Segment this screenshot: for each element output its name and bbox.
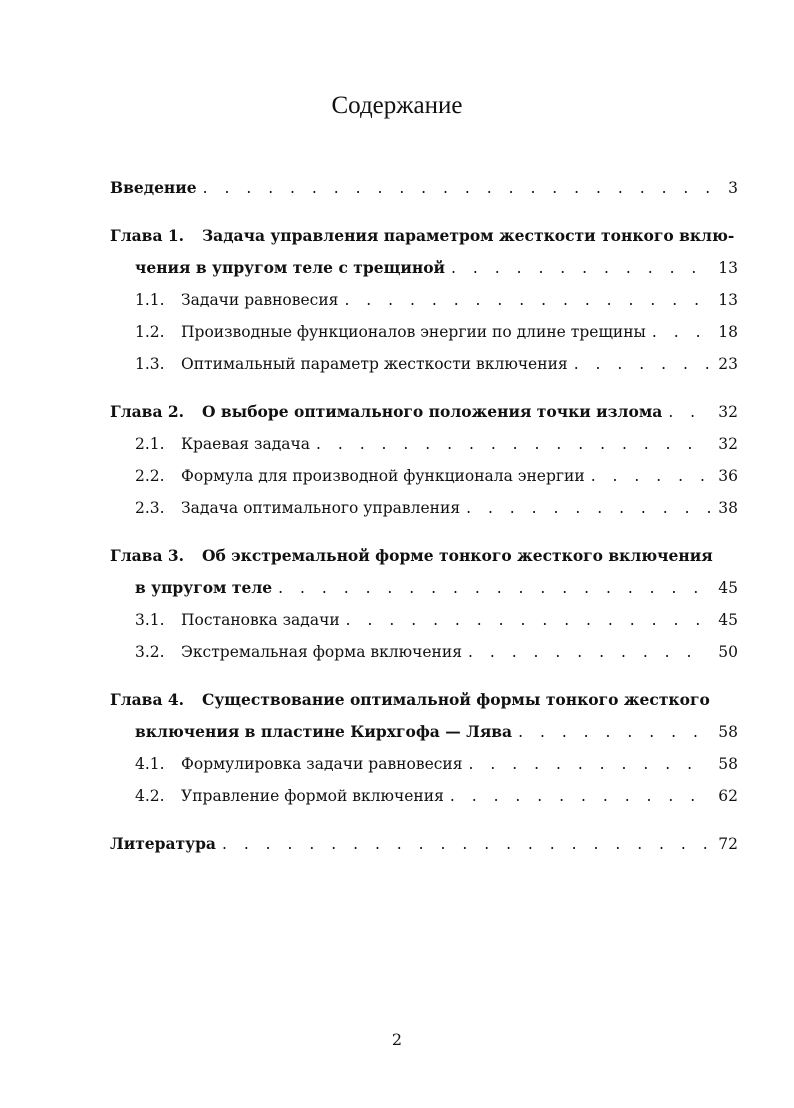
dot-leader — [468, 636, 710, 668]
toc-page-number: 72 — [718, 835, 738, 853]
section-number: 1.2. — [135, 323, 165, 341]
toc-page-number: 45 — [718, 611, 738, 629]
toc-section-4-2[interactable] — [135, 780, 738, 812]
toc-chapter-2[interactable] — [110, 396, 738, 428]
toc-chapter-4-cont[interactable] — [135, 716, 738, 748]
toc-page-number: 50 — [718, 643, 738, 661]
dot-leader — [278, 572, 710, 604]
chapter-number: Глава 2. — [110, 402, 185, 421]
dot-leader — [652, 316, 710, 348]
chapter-title: О выборе оптимального положения точки излома — [202, 402, 663, 421]
toc-page-number: 58 — [718, 755, 738, 773]
dot-leader — [344, 284, 710, 316]
section-title: Оптимальный параметр жесткости включения — [181, 355, 568, 373]
toc-page-number: 3 — [728, 179, 738, 197]
section-title: Управление формой включения — [181, 787, 444, 805]
toc-section-1-1[interactable] — [135, 284, 738, 316]
toc-chapter-1[interactable] — [110, 220, 738, 252]
toc-chapter-3-cont[interactable] — [135, 572, 738, 604]
dot-leader — [574, 348, 710, 380]
section-number: 2.3. — [135, 499, 165, 517]
section-title: Краевая задача — [181, 435, 310, 453]
chapter-title-cont: чения в упругом теле с трещиной — [135, 258, 446, 277]
toc-page-number: 58 — [718, 723, 738, 741]
chapter-title: Задача управления параметром жесткости тонкого вклю- — [202, 226, 735, 245]
toc-page-number: 62 — [718, 787, 738, 805]
dot-leader — [518, 716, 710, 748]
toc-section-2-3[interactable] — [135, 492, 738, 524]
toc-section-1-2[interactable] — [135, 316, 738, 348]
toc-entry-label: Литература — [110, 834, 216, 853]
toc-chapter-3[interactable] — [110, 540, 738, 572]
section-title: Постановка задачи — [181, 611, 340, 629]
dot-leader — [222, 828, 710, 860]
chapter-number: Глава 3. — [110, 546, 185, 565]
table-of-contents — [110, 172, 738, 860]
toc-entry-label: Введение — [110, 178, 197, 197]
toc-section-1-3[interactable] — [135, 348, 738, 380]
toc-page-number: 36 — [718, 467, 738, 485]
chapter-title: Об экстремальной форме тонкого жесткого включения — [202, 546, 713, 565]
toc-page-number: 13 — [718, 291, 738, 309]
dot-leader — [668, 396, 710, 428]
toc-section-4-1[interactable] — [135, 748, 738, 780]
dot-leader — [466, 492, 710, 524]
chapter-number: Глава 4. — [110, 690, 185, 709]
toc-page-number: 32 — [718, 403, 738, 421]
dot-leader — [450, 780, 710, 812]
chapter-title-cont: в упругом теле — [135, 578, 273, 597]
dot-leader — [469, 748, 710, 780]
toc-page-number: 18 — [718, 323, 738, 341]
toc-entry-intro[interactable] — [110, 172, 738, 204]
section-title: Формулировка задачи равновесия — [181, 755, 463, 773]
toc-page-number: 13 — [718, 259, 738, 277]
section-number: 4.1. — [135, 755, 165, 773]
section-title: Производные функционалов энергии по длине трещины — [181, 323, 646, 341]
section-number: 2.2. — [135, 467, 165, 485]
toc-section-2-1[interactable] — [135, 428, 738, 460]
toc-chapter-1-cont[interactable] — [135, 252, 738, 284]
page-title: Содержание — [331, 92, 463, 119]
section-title: Формула для производной функционала энергии — [181, 467, 585, 485]
section-number: 4.2. — [135, 787, 165, 805]
section-title: Задача оптимального управления — [181, 499, 461, 517]
chapter-number: Глава 1. — [110, 226, 185, 245]
section-title: Экстремальная форма включения — [181, 643, 462, 661]
dot-leader — [203, 172, 710, 204]
toc-section-3-1[interactable] — [135, 604, 738, 636]
dot-leader — [316, 428, 710, 460]
section-number: 1.1. — [135, 291, 165, 309]
section-number: 3.1. — [135, 611, 165, 629]
toc-chapter-4[interactable] — [110, 684, 738, 716]
dot-leader — [451, 252, 710, 284]
section-number: 3.2. — [135, 643, 165, 661]
toc-section-3-2[interactable] — [135, 636, 738, 668]
chapter-title-cont: включения в пластине Кирхгофа — Лява — [135, 722, 513, 741]
chapter-title: Существование оптимальной формы тонкого жесткого — [202, 690, 710, 709]
toc-page-number: 45 — [718, 579, 738, 597]
section-number: 1.3. — [135, 355, 165, 373]
section-number: 2.1. — [135, 435, 165, 453]
toc-page-number: 32 — [718, 435, 738, 453]
dot-leader — [346, 604, 710, 636]
toc-section-2-2[interactable] — [135, 460, 738, 492]
toc-page-number: 23 — [718, 355, 738, 373]
toc-entry-literature[interactable] — [110, 828, 738, 860]
toc-page-number: 38 — [718, 499, 738, 517]
dot-leader — [591, 460, 710, 492]
section-title: Задачи равновесия — [181, 291, 339, 309]
page-number: 2 — [391, 1030, 403, 1049]
